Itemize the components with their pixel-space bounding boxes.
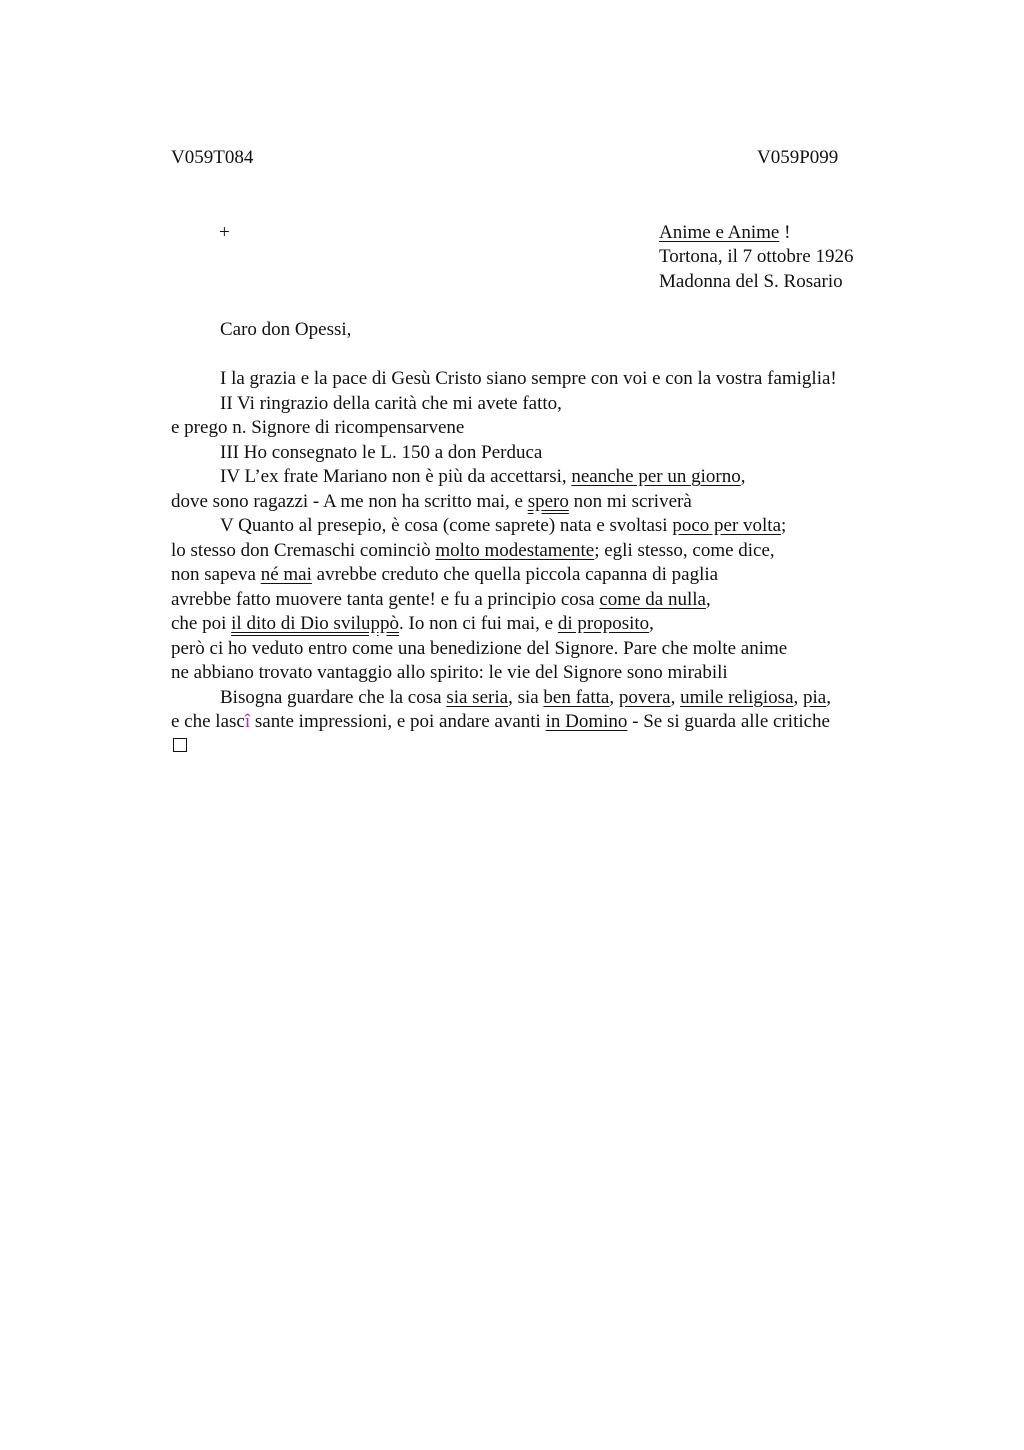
archive-code-right: V059P099 [757,147,839,168]
text-run: , [649,613,654,634]
text-run: sante impressioni, e poi andare avanti [250,711,546,732]
text-run: ; [781,515,787,536]
text-run: e che lasc [171,711,245,732]
text-run: , [740,466,746,487]
motto-tail: ! [779,222,791,243]
feast-line: Madonna del S. Rosario [659,271,843,292]
letter-line-10 [171,588,711,612]
letter-line-3: e prego n. Signore di ricompensarvene [171,417,465,438]
date-line: Tortona, il 7 ottobre 1926 [659,246,854,267]
underlined-phrase: pia [803,687,827,708]
text-run: , [705,589,711,610]
letter-line-4: III Ho consegnato le L. 150 a don Perduca [220,442,543,463]
letter-line-14 [220,686,831,710]
underlined-phrase: ben fatta [543,687,610,708]
letter-line-6 [171,490,692,514]
underlined-phrase: sia seria [446,687,509,708]
underlined-phrase: in Domino [545,711,628,732]
salutation: Caro don Opessi, [220,319,352,340]
text-run: avrebbe creduto che quella piccola capanna di paglia [311,564,719,585]
text-run: , [826,687,831,708]
motto-underlined: Anime e Anime [659,222,780,243]
underlined-phrase: spero [527,491,569,512]
text-run: lo stesso don Cremaschi cominciò [171,540,436,561]
underlined-phrase: poco per volta [672,515,782,536]
text-run: Bisogna guardare che la cosa [220,687,447,708]
text-run: V Quanto al presepio, è cosa (come saprete) nata e svoltasi [220,515,673,536]
letter-line-5 [220,465,745,489]
letter-line-8 [171,539,775,563]
text-run: avrebbe fatto muovere tanta gente! e fu a principio cosa [171,589,600,610]
underlined-phrase: neanche per un giorno [571,466,741,487]
underlined-phrase: umile religiosa [680,687,794,708]
end-of-page-box-icon [173,738,187,752]
text-run: ; egli stesso, come dice, [594,540,775,561]
underlined-phrase: di proposito [557,613,650,634]
letter-line-2: II Vi ringrazio della carità che mi avete fatto, [220,393,562,414]
text-run: , sia [508,687,544,708]
letter-line-7 [220,514,786,538]
archive-code-left: V059T084 [171,147,254,168]
text-run: , [609,687,619,708]
annotated-character: î [244,711,251,732]
underlined-phrase: come da nulla [599,589,706,610]
underlined-phrase: povera [618,687,671,708]
underlined-phrase: il dito di Dio sviluppò [231,613,400,634]
text-run: , [793,687,804,708]
cross-mark: + [219,222,230,243]
letter-line-11 [171,612,654,636]
text-run: . Io non ci fui mai, e [399,613,558,634]
letter-line-15 [171,710,830,734]
text-run: non mi scriverà [568,491,692,512]
text-run: IV L’ex frate Mariano non è più da accettarsi, [220,466,572,487]
underlined-phrase: molto modestamente [435,540,595,561]
text-run: dove sono ragazzi - A me non ha scritto mai, e [171,491,528,512]
text-run: non sapeva [171,564,261,585]
text-run: , [670,687,681,708]
letter-line-9 [171,563,718,587]
letter-line-13: ne abbiano trovato vantaggio allo spirito: le vie del Signore sono mirabili [171,662,728,683]
motto [659,222,790,244]
letter-line-1: I la grazia e la pace di Gesù Cristo siano sempre con voi e con la vostra famiglia! [220,368,837,389]
text-run: che poi [171,613,232,634]
letter-line-12: però ci ho veduto entro come una benedizione del Signore. Pare che molte anime [171,638,788,659]
underlined-phrase: né mai [260,564,312,585]
text-run: - Se si guarda alle critiche [627,711,830,732]
